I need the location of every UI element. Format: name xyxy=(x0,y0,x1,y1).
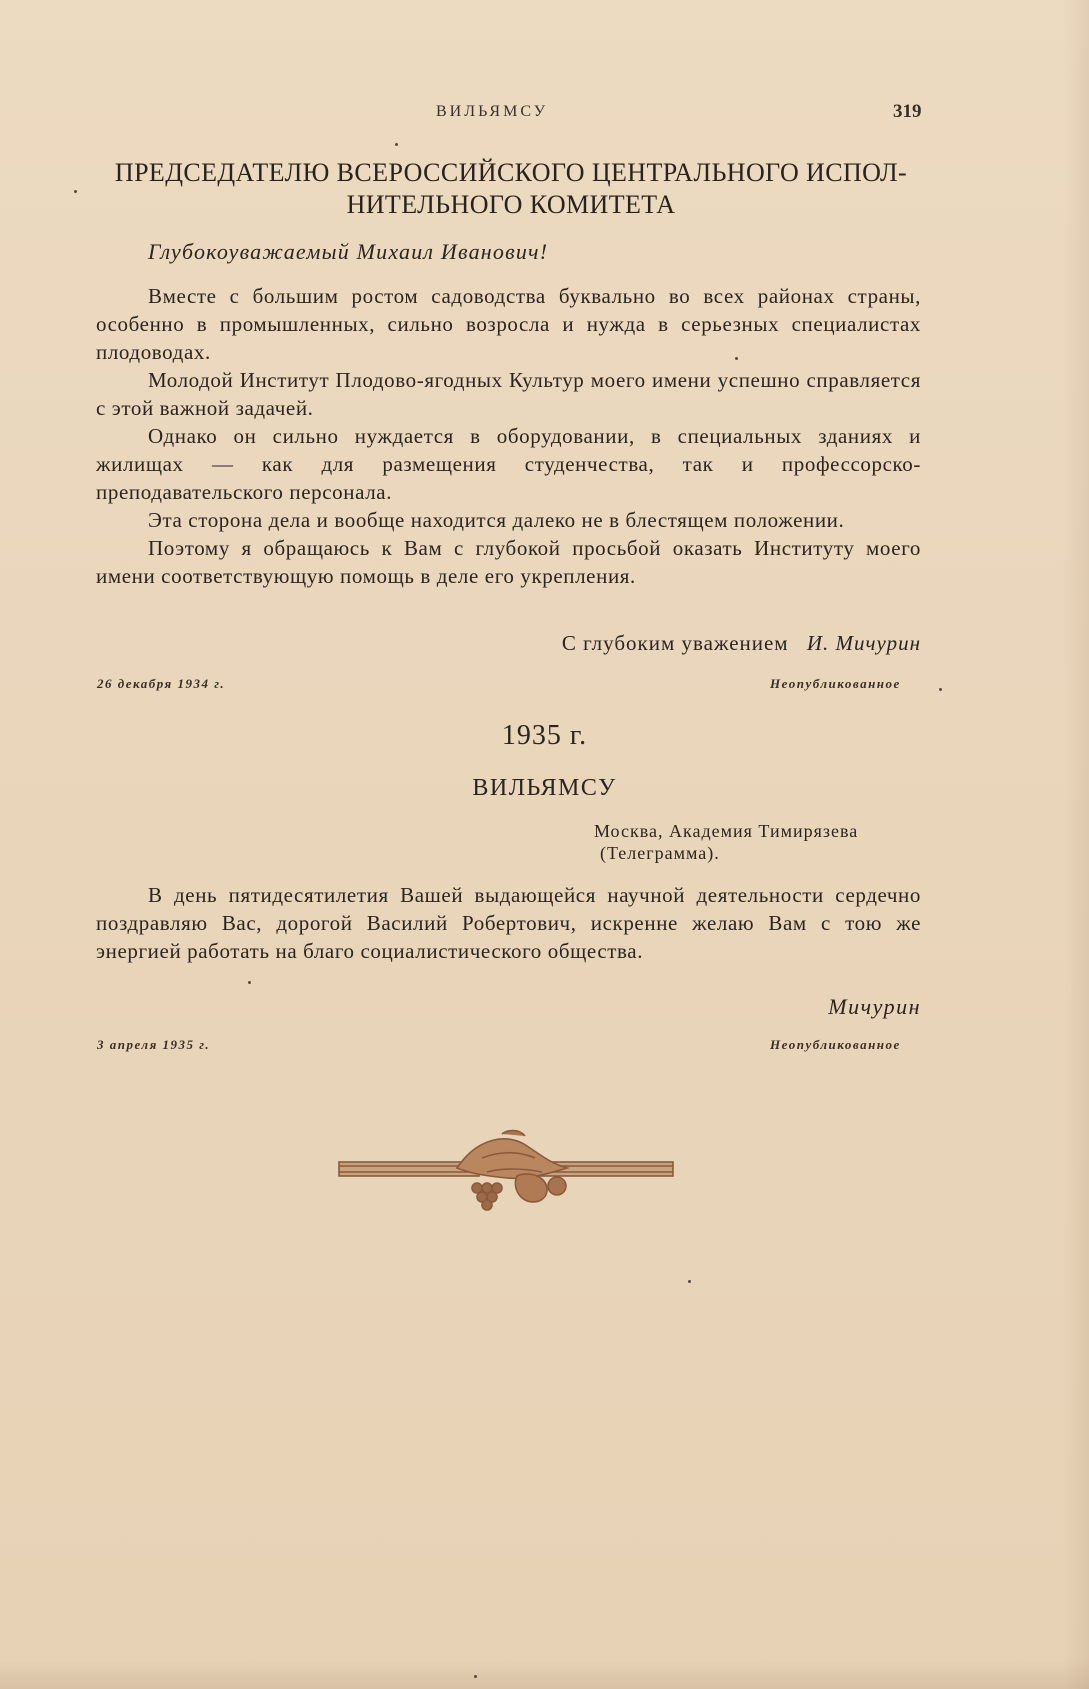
scan-speck xyxy=(939,688,942,691)
scan-speck xyxy=(474,1675,477,1678)
year-heading: 1935 г. xyxy=(501,720,588,751)
scan-speck xyxy=(248,981,251,984)
letter2-body xyxy=(96,881,921,965)
letter2-status: Неопубликованное xyxy=(770,1037,901,1052)
page-edge-shadow xyxy=(1063,0,1089,1689)
letter1-date: 26 декабря 1934 г. xyxy=(97,676,226,691)
letter2-place-line2: (Телеграмма). xyxy=(600,843,720,863)
letter1-paragraph: Поэтому я обращаюсь к Вам с глубокой просьбой оказать Институту моего имени соответствующую помощь в деле его укрепления. xyxy=(96,536,921,588)
letter1-heading-line2: НИТЕЛЬНОГО КОМИТЕТА xyxy=(346,190,676,219)
letter1-closing-phrase: С глубоким уважением xyxy=(561,631,789,655)
page-bottom-shadow xyxy=(0,1659,1089,1689)
letter1-heading xyxy=(96,157,926,221)
letter1-paragraph: Однако он сильно нуждается в оборудовании, в специальных зданиях и жилищах — как для размещения студенчества, так и профессорско-преподавательского персонала. xyxy=(96,424,921,504)
letter1-signature: И. Мичурин xyxy=(806,631,921,655)
letter1-heading-line1: ПРЕДСЕДАТЕЛЮ ВСЕРОССИЙСКОГО ЦЕНТРАЛЬНОГО ИСПОЛ- xyxy=(114,158,908,187)
scan-speck xyxy=(74,190,77,193)
page-number: 319 xyxy=(893,101,922,122)
letter2-heading: ВИЛЬЯМСУ xyxy=(472,775,617,801)
letter2-signature: Мичурин xyxy=(828,994,921,1019)
letter2-place xyxy=(594,820,858,864)
letter1-paragraph: Молодой Институт Плодово-ягодных Культур моего имени успешно справляется с этой важной задачей. xyxy=(96,368,921,420)
scan-speck xyxy=(735,357,738,360)
letter1-salutation: Глубокоуважаемый Михаил Иванович! xyxy=(148,239,549,264)
fruit-ornament-icon xyxy=(337,1128,677,1212)
running-head-title: ВИЛЬЯМСУ xyxy=(436,103,549,120)
letter1-paragraph: Вместе с большим ростом садоводства буквально во всех районах страны, особенно в промышленных, сильно возросла и нужда в серьезных специалистах плодоводах. xyxy=(96,284,921,364)
letter1-closing xyxy=(476,631,921,656)
scan-speck xyxy=(688,1280,691,1283)
letter1-paragraph: Эта сторона дела и вообще находится далеко не в блестящем положении. xyxy=(148,508,845,532)
scan-speck xyxy=(395,143,398,146)
letter1-body xyxy=(96,282,921,590)
letter2-date: 3 апреля 1935 г. xyxy=(97,1037,211,1052)
letter2-paragraph: В день пятидесятилетия Вашей выдающейся научной деятельности сердечно поздравляю Вас, дорогой Василий Робертович, искренне желаю Вам с тою же энергией работать на благо социалистического общества. xyxy=(96,883,921,963)
letter1-status: Неопубликованное xyxy=(770,676,901,691)
letter2-place-line1: Москва, Академия Тимирязева xyxy=(594,821,859,841)
